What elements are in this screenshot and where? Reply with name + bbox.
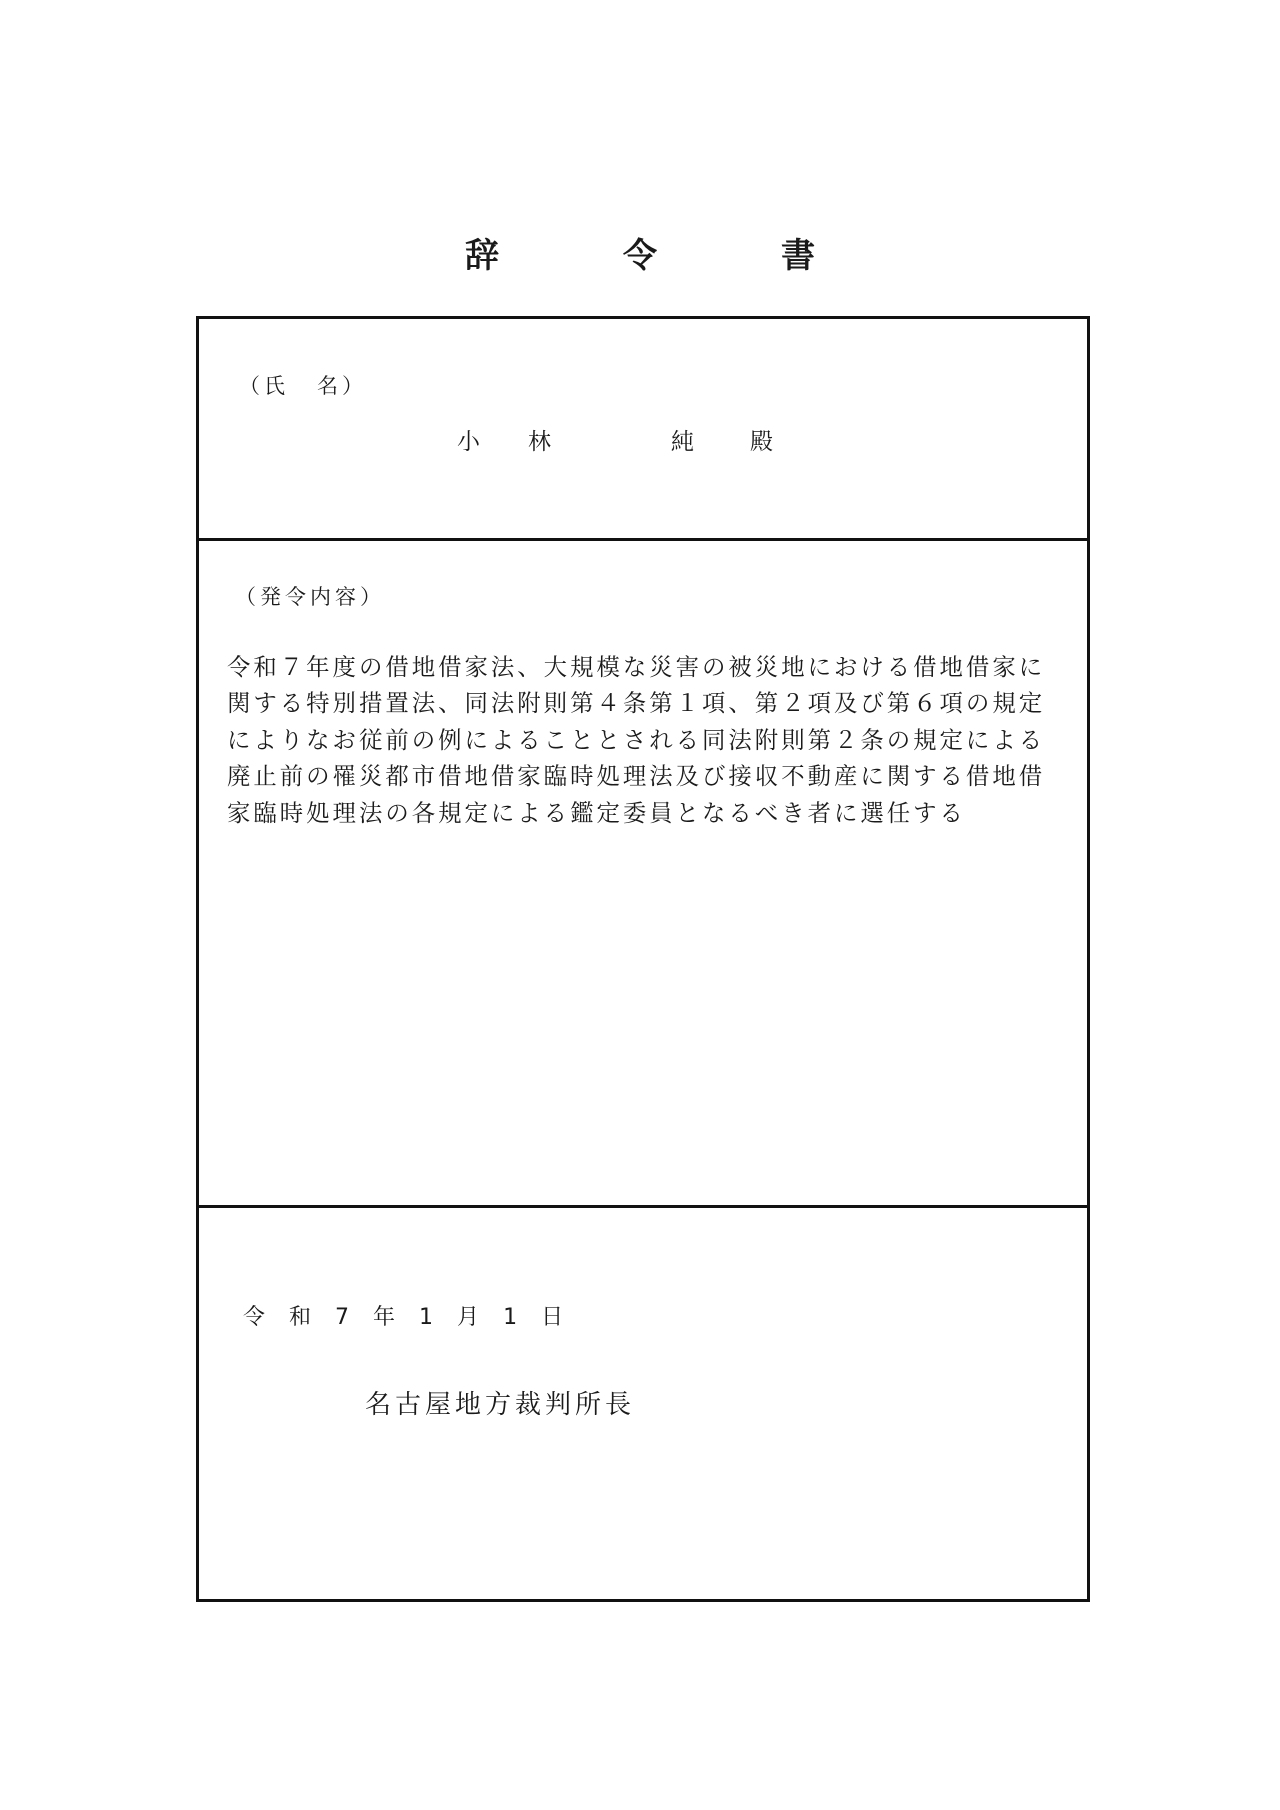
- document-title: [0, 228, 1280, 277]
- appointment-text: 令和７年度の借地借家法、大規模な災害の被災地における借地借家に関する特別措置法、同法附則第４条第１項、第２項及び第６項の規定によりなお従前の例によることとされる同法附則第２条の規定による廃止前の罹災都市借地借家臨時処理法及び接収不動産に関する借地借家臨時処理法の各規定による鑑定委員となるべき者に選任する: [227, 653, 1046, 827]
- name-label: （氏 名）: [239, 374, 367, 398]
- title-char: 令: [623, 236, 657, 276]
- footer-section: [199, 1208, 1087, 1599]
- appointment-frame: [196, 316, 1090, 1602]
- name-char: 小: [457, 429, 480, 455]
- name-char: 林: [528, 429, 551, 455]
- name-section: [199, 319, 1087, 541]
- title-char: 書: [781, 236, 815, 276]
- content-section: [199, 541, 1087, 1208]
- appointee-name: [457, 423, 773, 456]
- content-label: （発令内容）: [235, 585, 385, 609]
- issue-date: 令 和 7 年 1 月 1 日: [243, 1305, 564, 1330]
- issuer-name: 名古屋地方裁判所長: [365, 1390, 636, 1420]
- name-char: 純: [671, 429, 694, 455]
- title-char: 辞: [465, 236, 499, 276]
- honorific: 殿: [750, 429, 773, 455]
